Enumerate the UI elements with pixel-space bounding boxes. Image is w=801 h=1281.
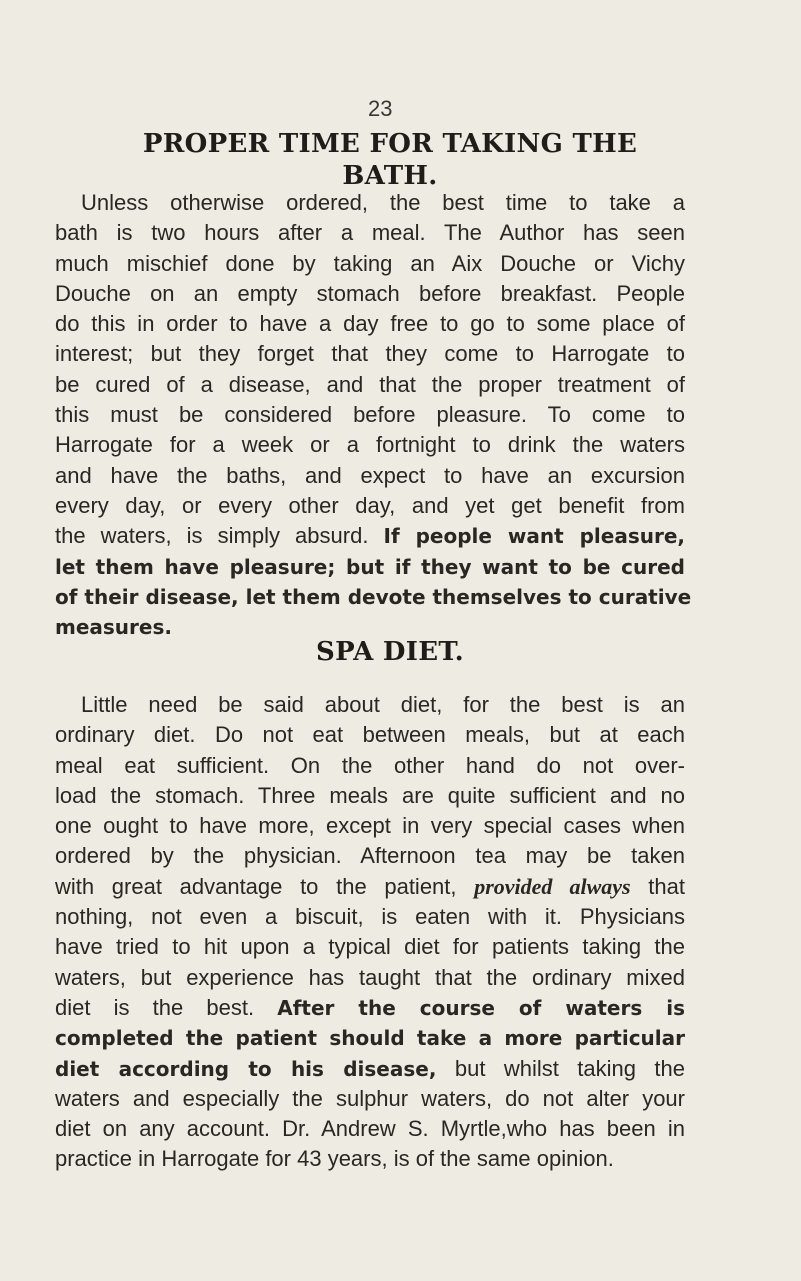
paragraph-bath-time	[55, 188, 692, 642]
text-line	[55, 1054, 685, 1084]
emphasis-line: completed the patient should take a more particular	[55, 1026, 685, 1051]
text-line: ordered by the physician. Afternoon tea may be taken	[55, 843, 685, 869]
text-line: and have the baths, and expect to have an excursion	[55, 462, 685, 488]
text-run: but whilst taking the	[454, 1055, 685, 1081]
emphasis-line: let them have pleasure; but if they want to be cured	[55, 554, 685, 579]
text-line: Douche on an empty stomach before breakfast. People	[55, 280, 685, 306]
text-run: with great advantage to the patient,	[55, 873, 457, 899]
text-line	[55, 521, 685, 551]
text-line: nothing, not even a biscuit, is eaten with it. Physicians	[55, 904, 685, 930]
text-line: ordinary diet. Do not eat between meals, but at each	[55, 722, 685, 748]
text-line: much mischief done by taking an Aix Douche or Vichy	[55, 250, 685, 276]
text-line: Harrogate for a week or a fortnight to drink the waters	[55, 432, 685, 458]
emphasis-line: measures.	[55, 615, 172, 640]
text-line: have tried to hit upon a typical diet for patients taking the	[55, 934, 685, 960]
text-line: every day, or every other day, and yet get benefit from	[55, 492, 685, 518]
text-line: be cured of a disease, and that the proper treatment of	[55, 371, 685, 397]
text-line: do this in order to have a day free to go to some place of	[55, 311, 685, 337]
text-run: diet is the best.	[55, 994, 255, 1020]
text-line: diet on any account. Dr. Andrew S. Myrtle,who has been in	[55, 1116, 685, 1142]
text-line	[55, 993, 685, 1023]
text-line: one ought to have more, except in very special cases when	[55, 813, 685, 839]
emphasis-line: of their disease, let them devote themselves to curative	[55, 584, 692, 609]
text-line: waters and especially the sulphur waters, do not alter your	[55, 1085, 685, 1111]
text-line	[55, 872, 685, 902]
text-line: waters, but experience has taught that the ordinary mixed	[55, 964, 685, 990]
emphasis-text: If people want pleasure,	[383, 524, 686, 549]
italic-text: provided always	[474, 873, 631, 899]
heading-line: BATH.	[342, 161, 438, 191]
emphasis-text: After the course of waters is	[277, 995, 685, 1020]
text-line: load the stomach. Three meals are quite sufficient and no	[55, 782, 685, 808]
text-line: Little need be said about diet, for the best is an	[81, 692, 685, 717]
text-line: this must be considered before pleasure. To come to	[55, 402, 685, 428]
text-line: meal eat sufficient. On the other hand do not over-	[55, 752, 685, 778]
paragraph-spa-diet	[55, 690, 685, 1175]
section-heading-bath-time	[100, 128, 680, 192]
heading-line: PROPER TIME FOR TAKING THE	[142, 129, 638, 159]
page-number: 23	[368, 96, 393, 121]
emphasis-text: diet according to his disease,	[55, 1056, 437, 1081]
text-run: that	[648, 873, 685, 899]
text-run: the waters, is simply absurd.	[55, 523, 369, 549]
text-line: bath is two hours after a meal. The Author has seen	[55, 220, 685, 246]
section-heading-spa-diet: SPA DIET.	[316, 637, 464, 667]
text-line: interest; but they forget that they come to Harrogate to	[55, 341, 685, 367]
text-line: practice in Harrogate for 43 years, is of the same opinion.	[55, 1146, 614, 1172]
text-line: Unless otherwise ordered, the best time to take a	[81, 190, 685, 215]
